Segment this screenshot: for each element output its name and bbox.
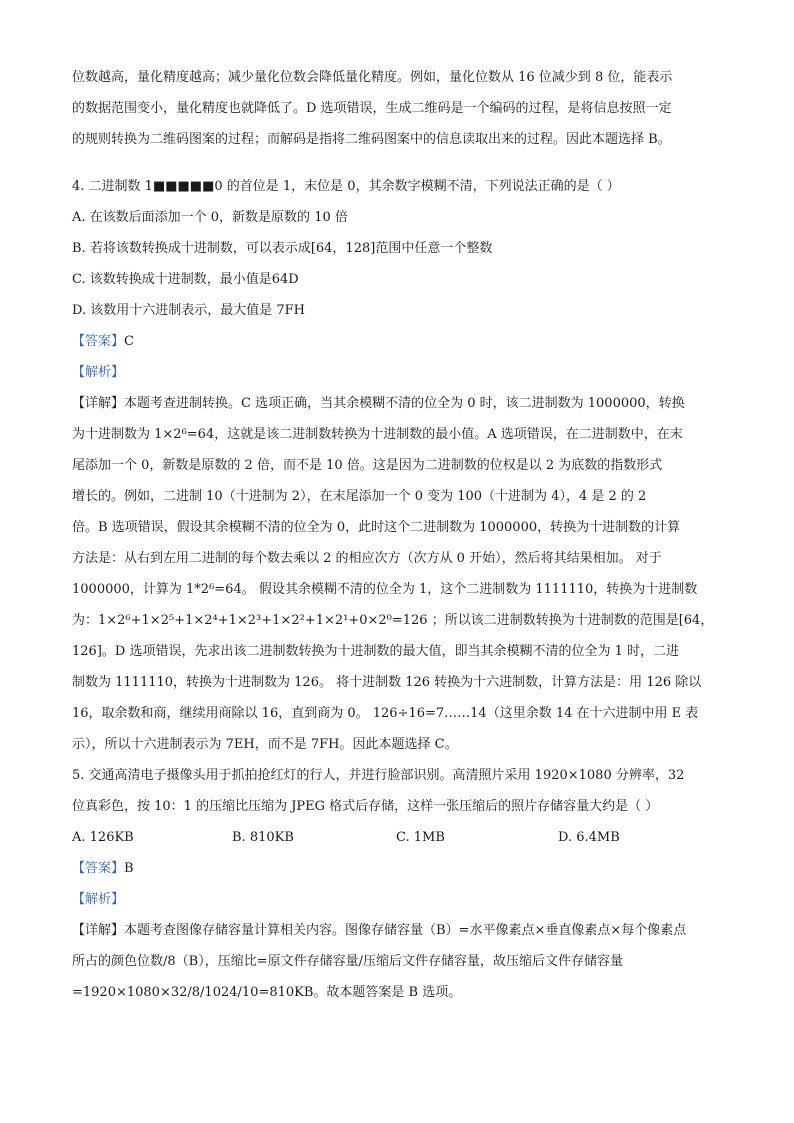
q5-stem-line-2: 位真彩色，按 10：1 的压缩比压缩为 JPEG 格式后存储，这样一张压缩后的照片存储容量大约是（ ） [72,799,659,814]
q4-detail-line-11: 16，取余数和商，继续用商除以 16，直到商为 0。 126÷16=7……14（这里余数 14 在十六进制中用 E 表 [72,706,699,721]
document-page [72,62,728,1008]
detail-label: 【详解】 [72,923,125,938]
q4-option-b: B. 若将该数转换成十进制数，可以表示成[64，128]范围中任意一个整数 [72,241,493,256]
q5-analysis-label [72,884,728,915]
q5-answer [72,853,728,884]
answer-label: 【答案】 [72,334,125,349]
spacer [72,155,728,171]
q4-detail-line-4: 增长的。例如，二进制 10（十进制为 2），在末尾添加一个 0 变为 100（十进制为 4），4 是 2 的 2 [72,489,647,504]
q4-detail-line-9: 126]。D 选项错误，先求出该二进制数转换为十进制数的最大值，即当其余模糊不清的位全为 1 时，二进 [72,644,679,659]
q4-option-c: C. 该数转换成十进制数，最小值是64D [72,272,299,287]
intro-line-2: 的数据范围变小，量化精度也就降低了。D 选项错误，生成二维码是一个编码的过程，是将信息按照一定 [72,101,672,116]
q4-option-d: D. 该数用十六进制表示，最大值是 7FH [72,303,305,318]
q4-detail-line-1 [72,388,728,419]
intro-line-1: 位数越高，量化精度越高；减少量化位数会降低量化精度。例如，量化位数从 16 位减少到 8 位，能表示 [72,70,673,85]
q4-answer [72,326,728,357]
q4-detail-line-3: 尾添加一个 0，新数是原数的 2 倍，而不是 10 倍。这是因为二进制数的位权是以 2 为底数的指数形式 [72,458,663,473]
q5-option-a: A. 126KB [72,830,134,845]
analysis-label: 【解析】 [72,892,125,907]
q4-detail-line-5: 倍。B 选项错误，假设其余模糊不清的位全为 0，此时这个二进制数为 1000000，转换为十进制数的计算 [72,520,681,535]
q5-options [72,822,728,853]
answer-value: C [124,334,134,349]
q4-detail-line-7: 1000000，计算为 1*2⁶=64。 假设其余模糊不清的位全为 1，这个二进制数为 1111110，转换为十进制数 [72,582,698,597]
q5-detail-line-1 [72,915,728,946]
q4-analysis-label [72,357,728,388]
q4-stem: 4. 二进制数 1■■■■■0 的首位是 1，末位是 0，其余数字模糊不清，下列说法正确的是（ ） [72,179,620,194]
intro-line-3: 的规则转换为二维码图案的过程；而解码是指将二维码图案中的信息读取出来的过程。因此本题选择 B。 [72,132,671,147]
q4-detail-line-12: 示），所以十六进制表示为 7EH，而不是 7FH。因此本题选择 C。 [72,737,458,752]
answer-value: B [124,861,134,876]
q4-option-a: A. 在该数后面添加一个 0，新数是原数的 10 倍 [72,210,348,225]
answer-label: 【答案】 [72,861,125,876]
q4-detail-line-8: 为：1×2⁶+1×2⁵+1×2⁴+1×2³+1×2²+1×2¹+0×2⁰=126 ；所以该二进制数转换为十进制数的范围是[64， [72,613,714,628]
q5-option-b: B. 810KB [232,830,294,845]
analysis-label: 【解析】 [72,365,125,380]
q5-option-c: C. 1MB [396,830,445,845]
q5-option-d: D. 6.4MB [558,830,620,845]
q4-detail-line-6: 方法是：从右到左用二进制的每个数去乘以 2 的相应次方（次方从 0 开始），然后将其结果相加。 对于 [72,551,662,566]
q5-detail-line-2: 所占的颜色位数/8（B），压缩比=原文件存储容量/压缩后文件存储容量，故压缩后文件存储容量 [72,954,623,969]
q4-detail-line-10: 制数为 1111110，转换为十进制数为 126。 将十进制数 126 转换为十六进制数，计算方法是：用 126 除以 [72,675,702,690]
detail-text: 本题考查进制转换。C 选项正确，当其余模糊不清的位全为 0 时，该二进制数为 1000000，转换 [124,396,685,411]
q5-detail-line-3: =1920×1080×32/8/1024/10=810KB。故本题答案是 B 选项。 [72,985,462,1000]
detail-text: 本题考查图像存储容量计算相关内容。图像存储容量（B）=水平像素点×垂直像素点×每个像素点 [124,923,687,938]
q4-detail-line-2: 为十进制数为 1×2⁶=64，这就是该二进制数转换为十进制数的最小值。A 选项错误，在二进制数中，在末 [72,427,683,442]
q5-stem-line-1: 5. 交通高清电子摄像头用于抓拍抢红灯的行人，并进行脸部识别。高清照片采用 1920×1080 分辨率，32 [72,768,685,783]
detail-label: 【详解】 [72,396,125,411]
